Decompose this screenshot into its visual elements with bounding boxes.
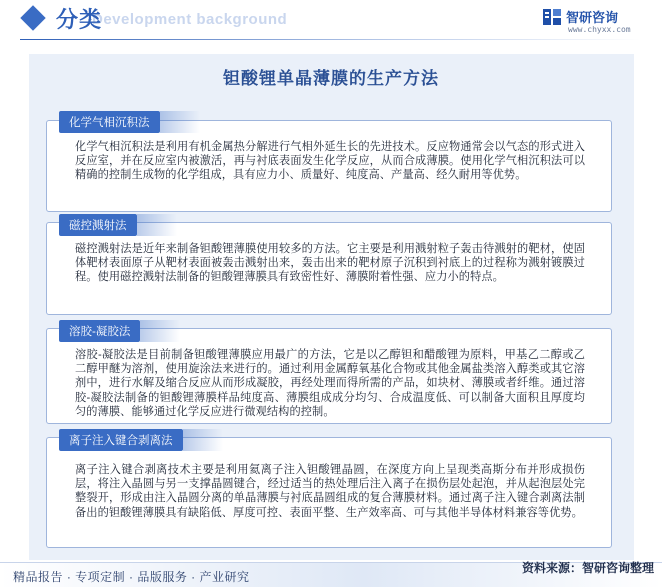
source-note: 资料来源：智研咨询整理: [521, 561, 654, 575]
header-underline: [20, 39, 640, 40]
method-card-sol-gel: [46, 328, 612, 424]
diamond-icon: [20, 5, 45, 30]
method-description: 溶胶-凝胶法是目前制备钽酸锂薄膜应用最广的方法，它是以乙醇钽和醋酸锂为原料，甲基乙二醇或乙二醇甲醚为溶剂，使用旋涂法来进行的。通过利用金属醇氧基化合物或其他金属盐类溶入醇类或其它溶剂中，进行水解及缩合反应从而形成凝胶，再经处理而得所需的产品，如块材、薄膜或者纤维。通过溶胶-凝胶法制备的钽酸锂薄膜样品纯度高、薄膜组成成分均匀、合成温度低、可以制备大面积且厚度均匀的薄膜、能够通过化学反应进行微观结构的控制。: [75, 349, 585, 418]
main-title: 钽酸锂单晶薄膜的生产方法: [223, 69, 439, 88]
header-watermark: Development background: [92, 11, 288, 28]
brand-name: 智研咨询: [566, 10, 619, 25]
footer-tagline: 精品报告 · 专项定制 · 品版服务 · 产业研究: [13, 570, 250, 584]
method-card-sputtering: [46, 222, 612, 315]
method-description: 离子注入键合剥离技术主要是利用氦离子注入钽酸锂晶圆，在深度方向上呈现类高斯分布并形成损伤层，将注入晶圆与另一支撑晶圆键合，经过适当的热处理后注入离子在损伤层处起泡，并从起泡层处完整裂开，形成由注入晶圆分离的单晶薄膜与衬底晶圆组成的复合薄膜材料。通过离子注入键合剥离法制备出的钽酸锂薄膜具有缺陷低、厚度可控、表面平整、生产效率高、可与其他半导体材料兼容等优势。: [75, 464, 585, 519]
page-footer: [0, 562, 662, 587]
brand: [542, 5, 652, 39]
zhiyan-logo-icon: [542, 7, 562, 27]
method-label: 磁控溅射法: [59, 214, 137, 236]
method-label: 化学气相沉积法: [59, 111, 160, 133]
brand-url: www.chyxx.com: [568, 25, 631, 34]
method-description: 化学气相沉积法是利用有机金属热分解进行气相外延生长的先进技术。反应物通常会以气态的形式进入反应室，并在反应室内被激活，再与衬底表面发生化学反应，从而合成薄膜。使用化学气相沉积法可以精确的控制生成物的化学组成，具有应力小、质量好、纯度高、产量高、经久耐用等优势。: [75, 141, 585, 182]
method-label: 溶胶-凝胶法: [59, 320, 140, 342]
method-description: 磁控溅射法是近年来制备钽酸锂薄膜使用较多的方法。它主要是利用溅射粒子轰击待溅射的靶材，使固体靶材表面原子从靶材表面被轰击溅射出来，轰击出来的靶材原子沉积到衬底上的过程称为溅射镀膜过程。使用磁控溅射法制备的钽酸锂薄膜具有致密性好、薄膜附着性强、应力小的特点。: [75, 243, 585, 284]
method-card-cvd: [46, 117, 612, 212]
page-header: [0, 0, 662, 40]
method-label: 离子注入键合剥离法: [59, 429, 183, 451]
section-title: 分类: [56, 7, 103, 32]
method-card-ion-slicing: [46, 437, 612, 548]
